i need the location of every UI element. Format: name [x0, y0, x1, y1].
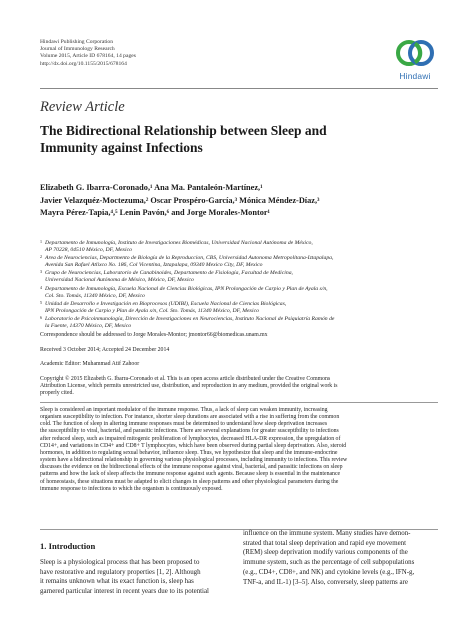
abstract — [40, 407, 438, 493]
body-line: strated that total sleep deprivation and rapid eye movement — [243, 539, 407, 547]
affiliation — [40, 255, 440, 269]
affiliation — [40, 286, 440, 300]
body-line: immune system, such as the percentage of cell subpopulations — [243, 559, 415, 567]
body-line: (e.g., CD4+, CD8+, and NK) and cytokine levels (e.g., IFN-g, — [243, 568, 415, 576]
correspondence-note: Correspondence should be addressed to Jorge Morales-Montor; jmontor66@biomedicas.unam.mx — [40, 332, 268, 338]
abstract-line: after reduced sleep, such as impaired mitogenic proliferation of lymphocytes, decreased HLA-DR expression, the upregulation of — [40, 435, 341, 442]
abstract-line: patterns and how the lack of sleep affects the immune response against such agents. Because sleep is essential in the maintenance — [40, 471, 341, 478]
affiliation-line: Universidad Nacional Autónoma de México, México, DF, Mexico — [45, 277, 194, 284]
affiliation-number: 5 — [40, 299, 42, 305]
affiliation-line: la Fuente, 14370 México, DF, Mexico — [45, 323, 132, 330]
hindawi-logo-icon — [392, 35, 438, 71]
body-line: Sleep is a physiological process that has been proposed to — [40, 559, 200, 566]
received-dates: Received 3 October 2014; Accepted 24 December 2014 — [40, 347, 170, 353]
header-line: Journal of Immunology Research — [40, 46, 115, 53]
abstract-line: Sleep is considered an important modulator of the immune response. Thus, a lack of sleep can weaken immunity, increasing — [40, 407, 328, 413]
abstract-line: hormones, in addition to regulating sexual behavior, influence sleep. Thus, we hypothesize that sleep and the immune-endocrine — [40, 449, 338, 456]
journal-header — [40, 39, 136, 68]
header-doi-link[interactable]: http://dx.doi.org/10.1155/2015/678164 — [40, 60, 127, 67]
body-column-right — [243, 529, 439, 587]
affiliation — [40, 270, 440, 284]
affiliation-number: 2 — [40, 254, 42, 260]
affiliation-number: 6 — [40, 314, 42, 320]
affiliation-line: Col. Sto. Tomás, 11340 México, DF, Mexico — [45, 292, 145, 299]
author-line: Javier Velazquéz-Moctezuma,² Oscar Prospéro-García,³ Mónica Méndez-Díaz,³ — [40, 195, 320, 205]
affiliation-line: Grupo de Neurociencias, Laboratorio de Canabinoides, Departamento de Fisiología, Facultad de Medicina, — [45, 270, 293, 277]
body-column-left — [40, 558, 235, 597]
affiliation-line: Departamento de Inmunología, Escuela Nacional de Ciencias Biológicas, IPN Prolongación de Carpio y Plan de Ayala s/n, — [45, 285, 328, 292]
header-line: Volume 2015, Article ID 678164, 14 pages — [40, 53, 136, 60]
abstract-line: CD14+, and variations in CD4+ and CD8+ T lymphocytes, which have been observed during partial sleep deprivation. Also, steroid — [40, 442, 347, 449]
abstract-line: organism susceptibility to infection. For instance, shorter sleep durations are associated with a rise in suffering from the common — [40, 414, 340, 421]
body-line: TNF-a, and IL-1) [3–5]. Also, conversely, sleep patterns are — [243, 578, 408, 586]
affiliation-line: Avenida San Rafael Atlixco No. 186, Col Vicentina, Iztapalapa, 09340 Mexico City, DF, Mexico — [45, 262, 263, 269]
title-line: Immunity against Infections — [40, 139, 203, 155]
affiliation-line: IPN Prolongación de Carpio y Plan de Ayala s/n, Col. Sto. Tomás, 11340 México, DF, Mexico — [45, 307, 259, 314]
abstract-line: discusses the evidence on the bidirectional effects of the immune response against viral, bacterial, and parasitic infections on sleep — [40, 464, 343, 471]
abstract-line: system have a bidirectional relationship in governing various physiological processes, including immunity to infections. This review — [40, 457, 348, 464]
affiliation-list — [40, 240, 440, 331]
affiliation-number: 1 — [40, 239, 42, 244]
abstract-top-divider — [40, 402, 438, 403]
author-line: Mayra Pérez-Tapia,⁴,⁵ Lenin Pavón,⁶ and Jorge Morales-Montor¹ — [40, 208, 271, 218]
copyright-line: properly cited. — [40, 390, 74, 397]
affiliation-number: 3 — [40, 269, 42, 275]
affiliation — [40, 301, 440, 315]
affiliation-line: Departamento de Inmunología, Instituto de Investigaciones Biomédicas, Universidad Nacional Autónoma de México, — [45, 240, 313, 246]
copyright-notice — [40, 376, 438, 398]
hindawi-logo-text: Hindawi — [399, 71, 431, 81]
body-line: influence on the immune system. Many studies have demon- — [243, 530, 411, 537]
body-line: have restorative and regulatory properties [1, 2]. Although — [40, 568, 201, 576]
affiliation — [40, 316, 440, 330]
affiliation-number: 4 — [40, 284, 42, 290]
author-line: Elizabeth G. Ibarra-Coronado,¹ Ana Ma. Pantaleón-Martínez,¹ — [40, 183, 263, 192]
abstract-line: cold. The function of sleep in altering immune responses must be determined to understand how sleep deprivation increases — [40, 421, 328, 428]
academic-editor: Academic Editor: Muhammad Atif Zahoor — [40, 361, 140, 367]
abstract-line: the susceptibility to viral, bacterial, and parasitic infections. There are several explanations for greater susceptibility to infections — [40, 428, 339, 435]
body-line: garnered particular interest in recent years due to its potential — [40, 588, 209, 596]
article-title — [40, 123, 440, 156]
title-line: The Bidirectional Relationship between Sleep and — [40, 123, 327, 138]
abstract-line: immune response to infections to which the organism is continuously exposed. — [40, 485, 223, 492]
hindawi-logo — [392, 35, 438, 85]
affiliation-line: Area de Neurociencias, Departmento de Biología de la Reproduccion, CBS, Universidad Autonoma Metropolitana-Iztapalapa, — [45, 255, 334, 262]
header-line: Hindawi Publishing Corporation — [40, 39, 114, 45]
body-line: it remains unknown what its exact function is, sleep has — [40, 578, 194, 586]
section-heading: 1. Introduction — [40, 541, 96, 551]
copyright-line: Copyright © 2015 Elizabeth G. Ibarra-Coronado et al. This is an open access article distributed under the Creative Commons — [40, 376, 331, 382]
header-divider — [40, 88, 438, 89]
affiliation-line: Laboratorio de Psicoinmunología, Dirección de Investigaciones en Neurociencias, Instituto Nacional de Psiquiatría Ramón de — [45, 315, 335, 322]
abstract-line: of homeostasis, these situations must be adapted to elicit changes in sleep patterns and other physiological parameters during the — [40, 478, 339, 485]
author-list — [40, 182, 440, 220]
affiliation-line: AP 70228, 04510 México, DF, Mexico — [45, 247, 132, 254]
copyright-line: Attribution License, which permits unrestricted use, distribution, and reproduction in any medium, provided the original work is — [40, 383, 338, 390]
article-type: Review Article — [40, 99, 125, 115]
affiliation — [40, 240, 440, 254]
body-line: (REM) sleep deprivation modify various components of the — [243, 549, 408, 557]
affiliation-line: Unidad de Desarrollo e Investigación en Bioprocesos (UDIBI), Escuela Nacional de Ciencias Biológicas, — [45, 300, 287, 307]
